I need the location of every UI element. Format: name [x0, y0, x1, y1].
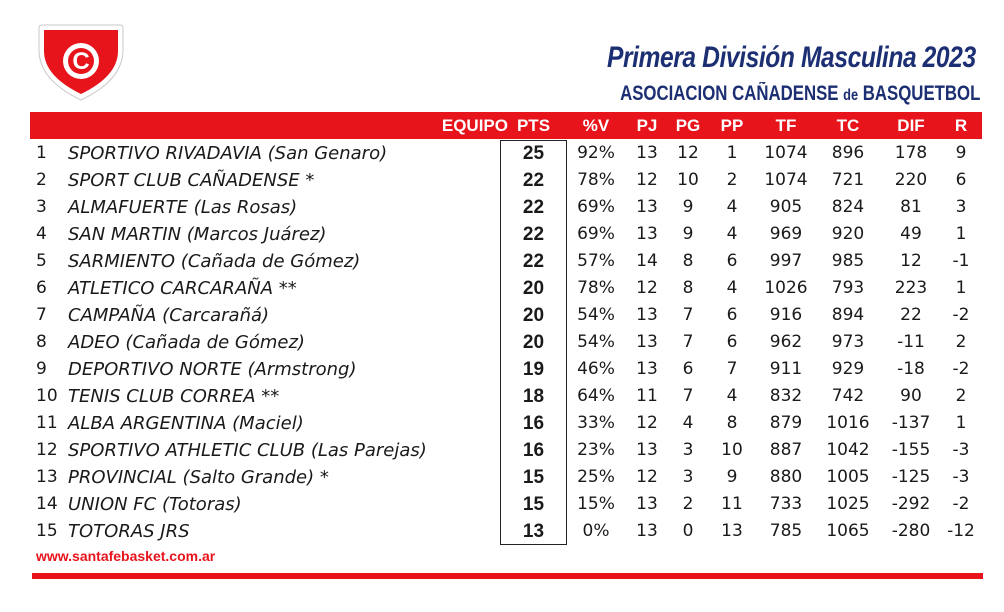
page-title: Primera División Masculina 2023: [607, 41, 976, 74]
row-difference: -292: [891, 494, 931, 514]
row-win-percent: 57%: [577, 251, 615, 271]
table-row: [0, 329, 1004, 356]
row-points-against: 824: [831, 197, 865, 217]
table-row: [0, 167, 1004, 194]
row-won: 8: [682, 251, 694, 271]
row-win-percent: 15%: [577, 494, 615, 514]
row-position: 4: [36, 224, 47, 244]
row-position: 5: [36, 251, 47, 271]
row-won: 0: [682, 521, 694, 541]
row-lost: 13: [721, 521, 743, 541]
club-shield-logo: [36, 22, 126, 102]
row-points-for: 911: [769, 359, 803, 379]
row-points: 22: [522, 251, 545, 272]
column-header-pj: PJ: [636, 116, 658, 135]
table-row: [0, 248, 1004, 275]
logo-letter: C: [72, 48, 90, 75]
column-header-equipo: EQUIPO: [441, 116, 508, 135]
row-team-name: PROVINCIAL (Salto Grande) *: [68, 467, 329, 488]
row-points-against: 929: [831, 359, 865, 379]
table-row: [0, 410, 1004, 437]
row-team-name: TOTORAS JRS: [68, 521, 190, 542]
row-position: 11: [36, 413, 58, 433]
row-points: 18: [522, 386, 545, 407]
row-points-against: 1042: [826, 440, 870, 460]
row-difference: -155: [891, 440, 931, 460]
column-header-tc: TC: [836, 116, 860, 135]
row-r: -2: [952, 494, 970, 514]
row-played: 12: [636, 413, 658, 433]
row-won: 7: [682, 386, 694, 406]
row-points: 20: [522, 305, 545, 326]
row-points-for: 962: [769, 332, 803, 352]
row-position: 7: [36, 305, 47, 325]
row-difference: -280: [891, 521, 931, 541]
row-difference: 178: [894, 143, 928, 163]
column-header-pp: PP: [720, 116, 744, 135]
table-header: [30, 112, 982, 139]
table-row: [0, 491, 1004, 518]
row-team-name: CAMPAÑA (Carcarañá): [68, 305, 270, 326]
row-difference: -18: [897, 359, 925, 379]
row-r: 1: [955, 413, 967, 433]
row-win-percent: 54%: [577, 305, 615, 325]
row-won: 9: [682, 197, 694, 217]
row-team-name: SARMIENTO (Cañada de Gómez): [68, 251, 361, 272]
row-r: -3: [952, 467, 970, 487]
row-win-percent: 0%: [582, 521, 610, 541]
row-played: 13: [636, 521, 658, 541]
row-points: 19: [522, 359, 545, 380]
row-position: 12: [36, 440, 58, 460]
row-difference: 49: [900, 224, 922, 244]
row-position: 6: [36, 278, 47, 298]
row-lost: 7: [726, 359, 738, 379]
row-r: 6: [955, 170, 967, 190]
row-points-against: 1025: [826, 494, 870, 514]
row-position: 15: [36, 521, 58, 541]
row-won: 12: [677, 143, 699, 163]
row-r: 1: [955, 224, 967, 244]
column-header-pg: PG: [675, 116, 701, 135]
row-won: 7: [682, 332, 694, 352]
row-points-against: 742: [831, 386, 865, 406]
row-won: 6: [682, 359, 694, 379]
row-win-percent: 33%: [577, 413, 615, 433]
row-points-for: 997: [769, 251, 803, 271]
row-points-for: 887: [769, 440, 803, 460]
table-row: [0, 437, 1004, 464]
row-points-against: 1005: [826, 467, 870, 487]
table-row: [0, 383, 1004, 410]
row-difference: 22: [900, 305, 922, 325]
row-points-against: 1065: [826, 521, 870, 541]
row-position: 1: [36, 143, 47, 163]
row-points: 22: [522, 224, 545, 245]
row-r: -1: [952, 251, 970, 271]
row-played: 11: [636, 386, 658, 406]
row-points: 15: [522, 494, 545, 515]
row-won: 3: [682, 467, 694, 487]
row-points-for: 1026: [764, 278, 808, 298]
row-points: 20: [522, 278, 545, 299]
column-header-r: R: [954, 116, 968, 135]
row-position: 13: [36, 467, 58, 487]
row-played: 13: [636, 305, 658, 325]
column-header-pct: %V: [582, 116, 610, 135]
row-lost: 6: [726, 251, 738, 271]
row-r: -2: [952, 305, 970, 325]
row-won: 2: [682, 494, 694, 514]
column-header-dif: DIF: [897, 116, 925, 135]
row-lost: 9: [726, 467, 738, 487]
row-team-name: ALMAFUERTE (Las Rosas): [68, 197, 298, 218]
row-points: 13: [522, 521, 545, 542]
row-team-name: SPORTIVO ATHLETIC CLUB (Las Parejas): [68, 440, 427, 461]
row-position: 2: [36, 170, 47, 190]
row-position: 10: [36, 386, 58, 406]
row-position: 9: [36, 359, 47, 379]
row-win-percent: 64%: [577, 386, 615, 406]
row-points-against: 793: [831, 278, 865, 298]
row-lost: 2: [726, 170, 738, 190]
row-difference: 223: [894, 278, 928, 298]
row-points-against: 721: [831, 170, 865, 190]
row-team-name: TENIS CLUB CORREA **: [68, 386, 280, 407]
row-win-percent: 92%: [577, 143, 615, 163]
row-difference: 12: [900, 251, 922, 271]
row-points-for: 785: [769, 521, 803, 541]
subtitle-connector: de: [842, 87, 858, 104]
row-played: 13: [636, 332, 658, 352]
row-r: -3: [952, 440, 970, 460]
row-points-for: 733: [769, 494, 803, 514]
row-lost: 6: [726, 332, 738, 352]
row-won: 7: [682, 305, 694, 325]
table-row: [0, 302, 1004, 329]
row-played: 13: [636, 494, 658, 514]
row-points-against: 896: [831, 143, 865, 163]
row-difference: 90: [900, 386, 922, 406]
row-played: 13: [636, 359, 658, 379]
row-points: 20: [522, 332, 545, 353]
row-win-percent: 54%: [577, 332, 615, 352]
footer-divider: [32, 573, 983, 579]
row-lost: 6: [726, 305, 738, 325]
row-points-for: 905: [769, 197, 803, 217]
row-r: -12: [947, 521, 975, 541]
row-points: 16: [522, 440, 545, 461]
row-points-against: 894: [831, 305, 865, 325]
row-lost: 4: [726, 386, 738, 406]
row-team-name: SAN MARTIN (Marcos Juárez): [68, 224, 327, 245]
row-points-for: 916: [769, 305, 803, 325]
row-points: 22: [522, 197, 545, 218]
row-difference: -11: [897, 332, 925, 352]
row-team-name: ATLETICO CARCARAÑA **: [68, 278, 297, 299]
row-difference: 220: [894, 170, 928, 190]
row-lost: 4: [726, 224, 738, 244]
page-subtitle: [620, 82, 980, 106]
row-points-for: 880: [769, 467, 803, 487]
row-lost: 11: [721, 494, 743, 514]
row-team-name: DEPORTIVO NORTE (Armstrong): [68, 359, 357, 380]
row-played: 13: [636, 143, 658, 163]
row-r: 1: [955, 278, 967, 298]
row-played: 14: [636, 251, 658, 271]
row-points-against: 920: [831, 224, 865, 244]
subtitle-part2: BASQUETBOL: [857, 82, 980, 105]
row-points-against: 973: [831, 332, 865, 352]
row-r: 2: [955, 332, 967, 352]
row-played: 12: [636, 278, 658, 298]
website-link[interactable]: www.santafebasket.com.ar: [36, 548, 216, 564]
row-r: 2: [955, 386, 967, 406]
row-win-percent: 46%: [577, 359, 615, 379]
row-win-percent: 69%: [577, 197, 615, 217]
column-header-tf: TF: [775, 116, 797, 135]
row-win-percent: 69%: [577, 224, 615, 244]
row-lost: 1: [726, 143, 738, 163]
row-played: 12: [636, 467, 658, 487]
row-difference: 81: [900, 197, 922, 217]
subtitle-part1: ASOCIACION CAÑADENSE: [619, 82, 843, 105]
table-row: [0, 518, 1004, 545]
column-header-pts: PTS: [516, 116, 551, 135]
table-row: [0, 221, 1004, 248]
row-points-against: 1016: [826, 413, 870, 433]
table-row: [0, 194, 1004, 221]
row-points: 15: [522, 467, 545, 488]
row-win-percent: 78%: [577, 170, 615, 190]
row-won: 8: [682, 278, 694, 298]
table-row: [0, 275, 1004, 302]
row-points: 22: [522, 170, 545, 191]
row-position: 3: [36, 197, 47, 217]
row-played: 13: [636, 440, 658, 460]
table-row: [0, 356, 1004, 383]
row-won: 3: [682, 440, 694, 460]
row-r: -2: [952, 359, 970, 379]
row-played: 13: [636, 224, 658, 244]
row-lost: 10: [721, 440, 743, 460]
row-win-percent: 78%: [577, 278, 615, 298]
row-played: 12: [636, 170, 658, 190]
row-won: 9: [682, 224, 694, 244]
table-row: [0, 140, 1004, 167]
row-difference: -125: [891, 467, 931, 487]
row-r: 3: [955, 197, 967, 217]
row-win-percent: 25%: [577, 467, 615, 487]
row-points: 16: [522, 413, 545, 434]
row-win-percent: 23%: [577, 440, 615, 460]
row-team-name: SPORT CLUB CAÑADENSE *: [68, 170, 315, 191]
row-position: 14: [36, 494, 58, 514]
row-team-name: UNION FC (Totoras): [68, 494, 242, 515]
row-lost: 4: [726, 278, 738, 298]
row-lost: 4: [726, 197, 738, 217]
row-points: 25: [522, 143, 545, 164]
row-team-name: SPORTIVO RIVADAVIA (San Genaro): [68, 143, 388, 164]
row-points-for: 879: [769, 413, 803, 433]
row-points-for: 969: [769, 224, 803, 244]
row-points-for: 1074: [764, 170, 808, 190]
row-played: 13: [636, 197, 658, 217]
row-won: 10: [677, 170, 699, 190]
row-won: 4: [682, 413, 694, 433]
row-difference: -137: [891, 413, 931, 433]
row-team-name: ADEO (Cañada de Gómez): [68, 332, 305, 353]
row-points-for: 832: [769, 386, 803, 406]
table-row: [0, 464, 1004, 491]
row-r: 9: [955, 143, 967, 163]
row-points-against: 985: [831, 251, 865, 271]
row-position: 8: [36, 332, 47, 352]
shield-icon: [36, 22, 126, 102]
row-team-name: ALBA ARGENTINA (Maciel): [68, 413, 304, 434]
row-lost: 8: [726, 413, 738, 433]
row-points-for: 1074: [764, 143, 808, 163]
